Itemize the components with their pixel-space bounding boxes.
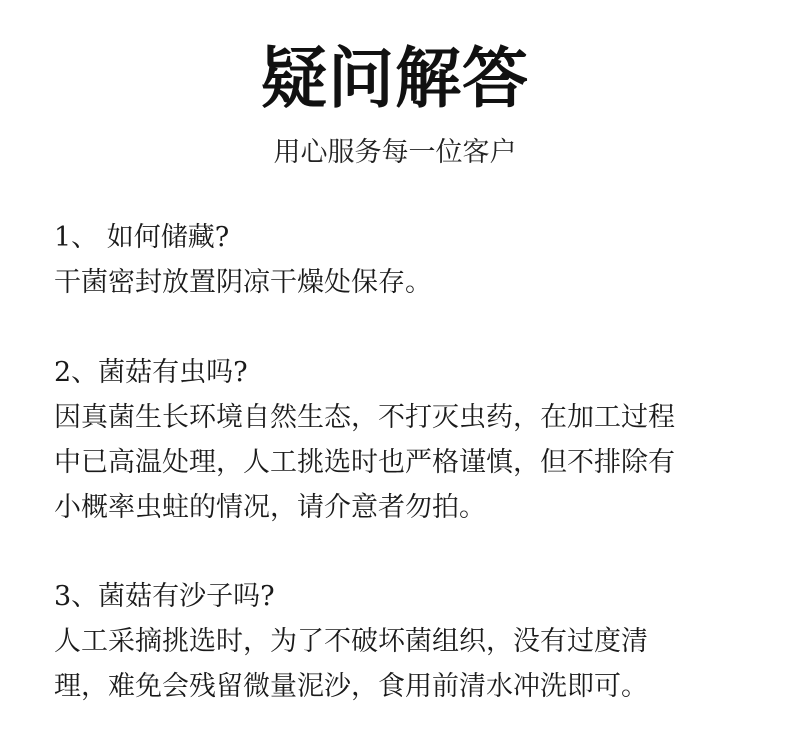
faq-answer-line: 干菌密封放置阴凉干燥处保存。 [54, 267, 432, 298]
faq-answer [54, 260, 754, 305]
faq-item-sand [54, 574, 754, 709]
faq-question: 1、 如何储藏? [54, 222, 230, 253]
page-title: 疑问解答 [261, 39, 529, 117]
faq-question: 3、菌菇有沙子吗? [54, 581, 275, 612]
page-subtitle: 用心服务每一位客户 [273, 137, 517, 168]
faq-answer-line: 因真菌生长环境自然生态，不打灭虫药，在加工过程 [54, 402, 675, 433]
faq-answer [54, 395, 754, 530]
faq-answer-line: 人工采摘挑选时，为了不破坏菌组织，没有过度清 [54, 626, 648, 657]
faq-answer-line: 小概率虫蛀的情况，请介意者勿拍。 [54, 492, 486, 523]
faq-answer-line: 理，难免会残留微量泥沙，食用前清水冲洗即可。 [54, 671, 648, 702]
faq-question: 2、菌菇有虫吗? [54, 357, 248, 388]
faq-item-storage [54, 215, 754, 305]
faq-answer [54, 619, 754, 709]
faq-answer-line: 中已高温处理，人工挑选时也严格谨慎，但不排除有 [54, 447, 675, 478]
faq-item-insects [54, 350, 754, 530]
